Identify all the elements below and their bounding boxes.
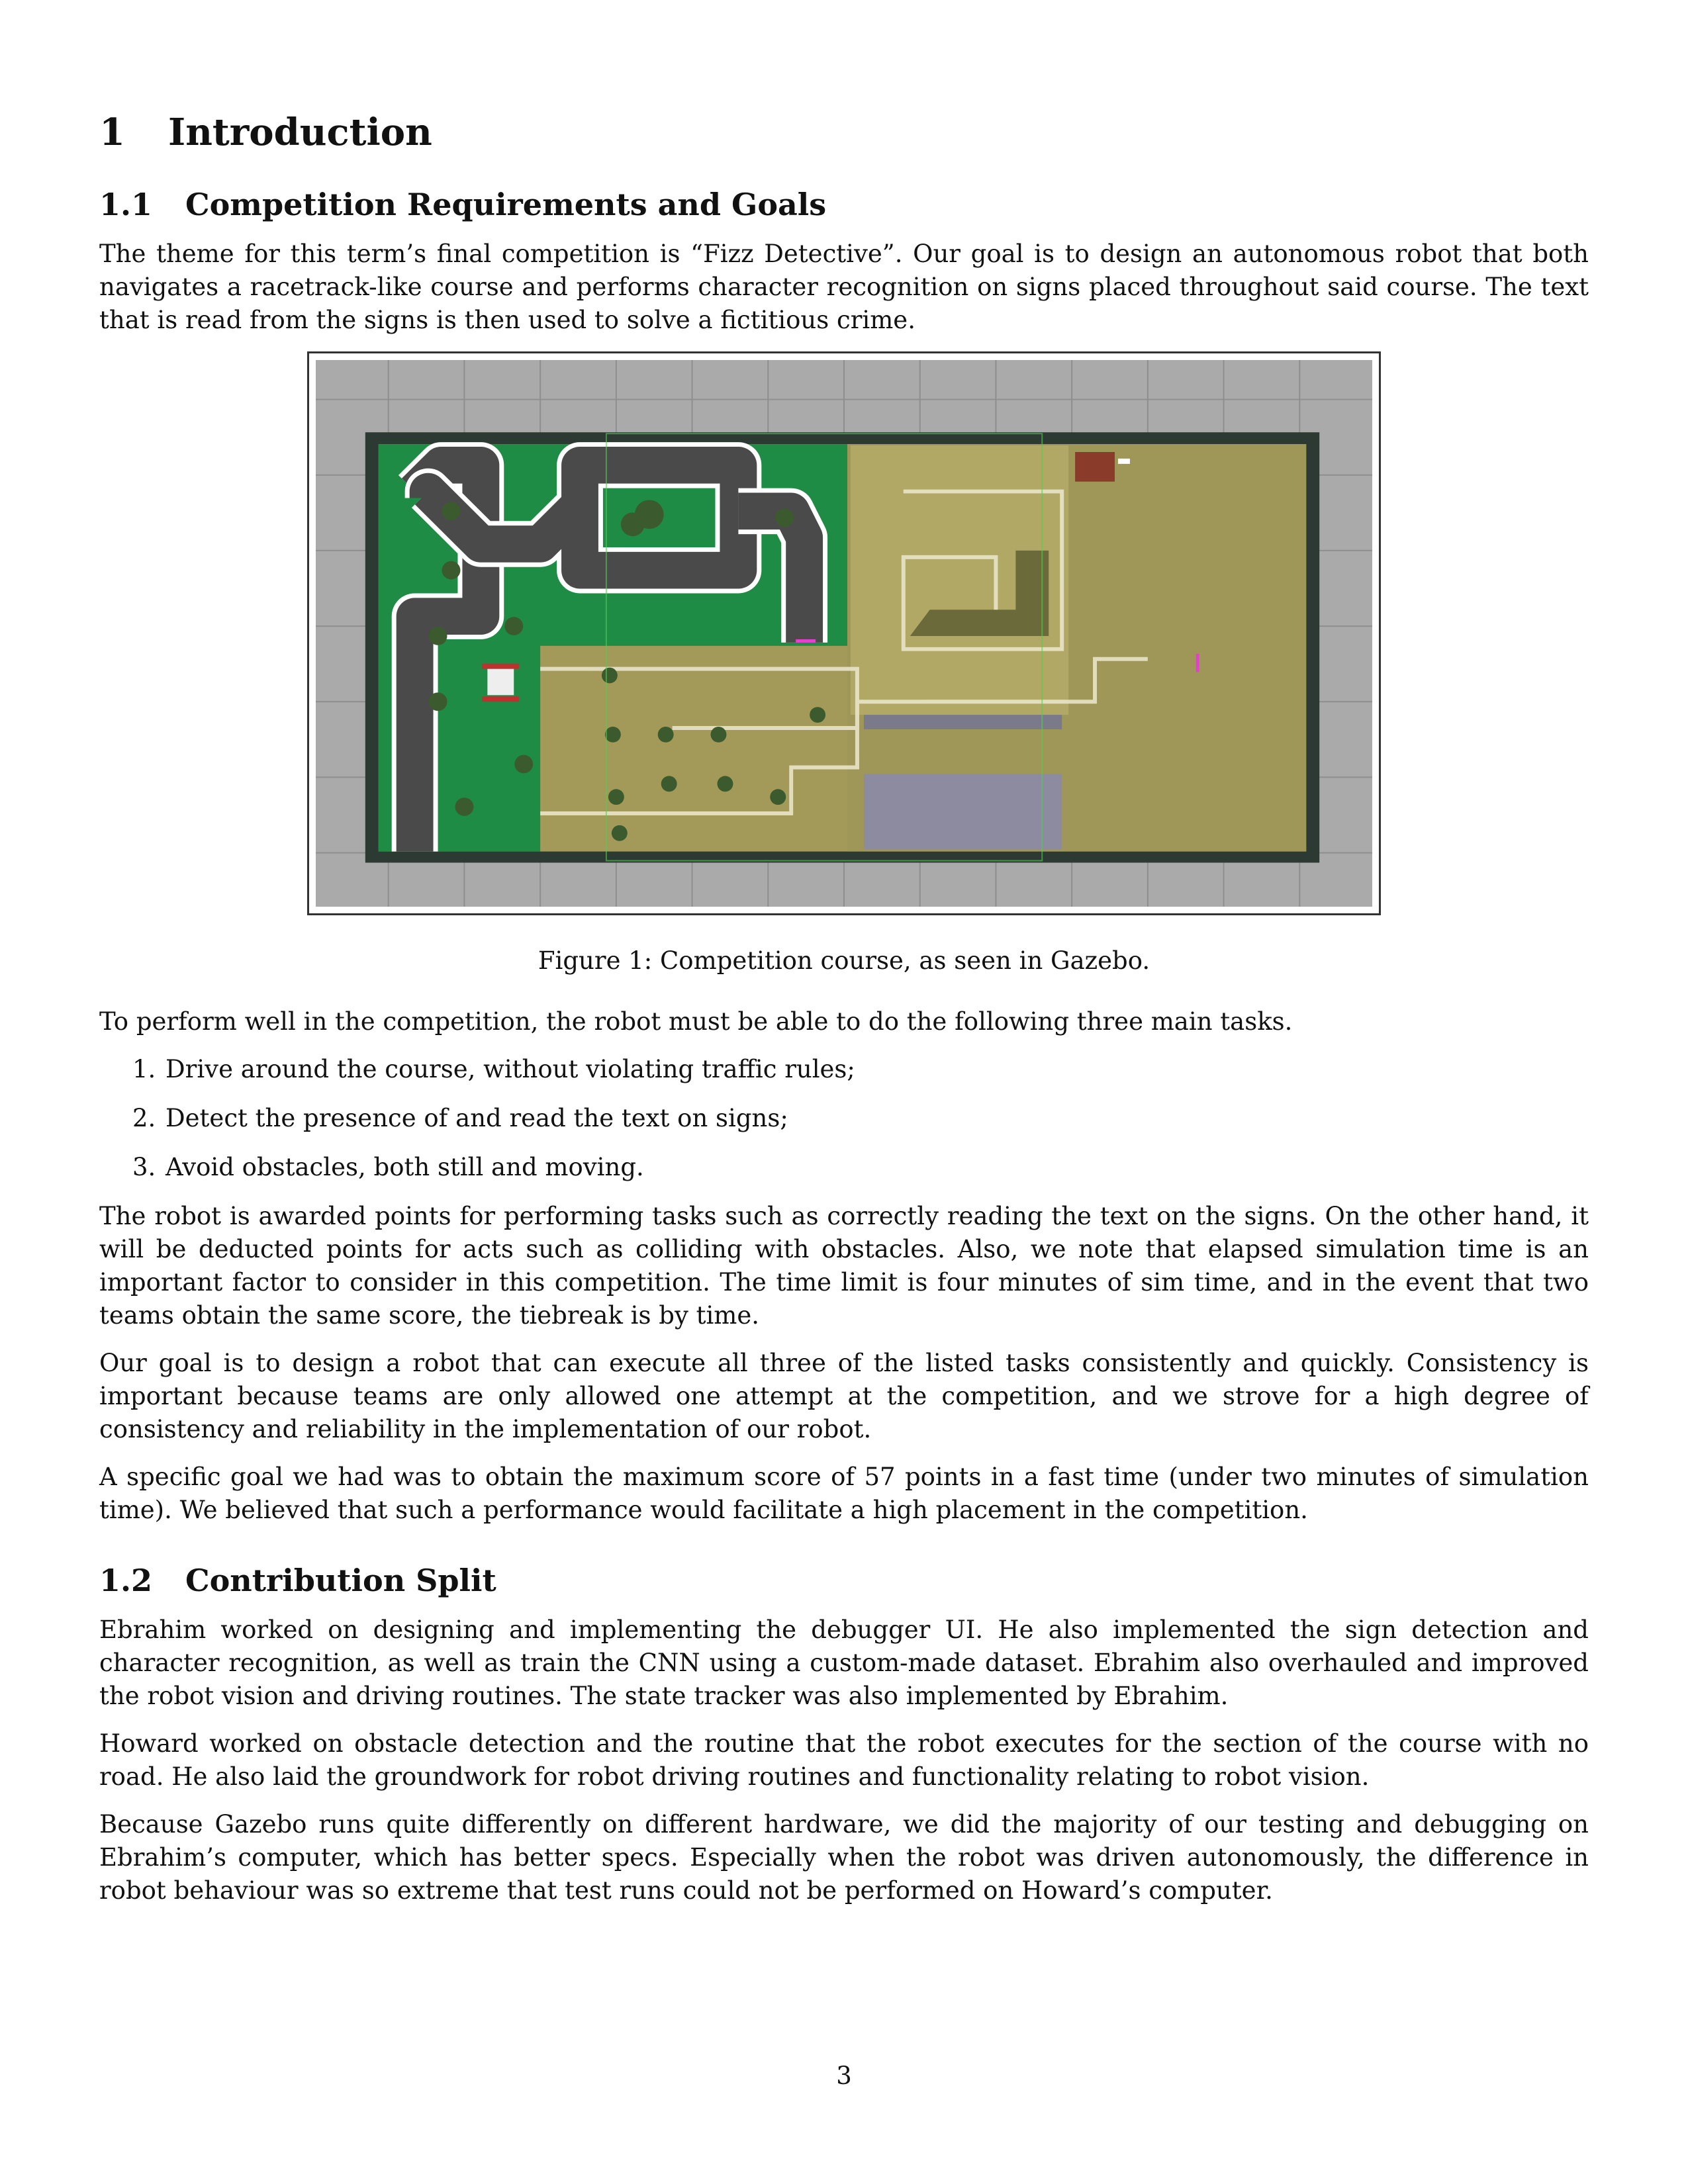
paragraph-ebrahim: Ebrahim worked on designing and implementing the debugger UI. He also implemented the sign detection and character recognition, as well as train the CNN using a custom-made dataset. Ebrahim also overhauled and improved the robot vision and driving routines. The state tracker was also implemented by Ebrahim. (99, 1615, 1589, 1710)
figure-frame (307, 351, 1381, 915)
figure-1 (99, 351, 1589, 918)
subsection-number: 1.2 (99, 1562, 153, 1598)
subsection-heading-contribution (99, 1563, 1589, 1599)
list-item: 1. Drive around the course, without violating traffic rules; (132, 1054, 855, 1083)
paragraph-howard: Howard worked on obstacle detection and the routine that the robot executes for the section of the course with no road. He also laid the groundwork for robot driving routines and functionality relating to robot vision. (99, 1729, 1589, 1791)
gazebo-course-image (316, 360, 1372, 907)
list-item: 2. Detect the presence of and read the text on signs; (132, 1103, 788, 1132)
section-title: Introduction (168, 111, 432, 154)
list-item: 3. Avoid obstacles, both still and moving. (132, 1152, 644, 1181)
subsection-number: 1.1 (99, 186, 153, 222)
paragraph-theme: The theme for this term’s final competition is “Fizz Detective”. Our goal is to design an autonomous robot that both navigates a racetrack-like course and performs character recognition on signs placed throughout said course. The text that is read from the signs is then used to solve a fictitious crime. (99, 239, 1589, 334)
paragraph-goal: Our goal is to design a robot that can execute all three of the listed tasks consistently and quickly. Consistency is important because teams are only allowed one attempt at the competition, and we strove for a high degree of consistency and reliability in the implementation of our robot. (99, 1348, 1589, 1443)
task-list (99, 1053, 1589, 1184)
subsection-title: Contribution Split (185, 1562, 496, 1598)
page-number: 3 (836, 2062, 852, 2090)
contribution-section (99, 1563, 1589, 1907)
subsection-heading-requirements (99, 187, 1589, 223)
paragraph-hardware: Because Gazebo runs quite differently on different hardware, we did the majority of our testing and debugging on Ebrahim’s computer, which has better specs. Especially when the robot was driven autonomously, the difference in robot behaviour was so extreme that test runs could not be performed on Howard’s computer. (99, 1809, 1589, 1905)
section-heading-introduction (99, 113, 1589, 154)
section-number: 1 (99, 111, 125, 154)
figure-caption: Figure 1: Competition course, as seen in Gazebo. (538, 946, 1150, 975)
subsection-title: Competition Requirements and Goals (185, 186, 827, 222)
paragraph-tasks-intro: To perform well in the competition, the robot must be able to do the following three main tasks. (99, 1007, 1293, 1036)
paragraph-specific-goal: A specific goal we had was to obtain the maximum score of 57 points in a fast time (under two minutes of simulation time). We believed that such a performance would facilitate a high placement in the competition. (99, 1462, 1589, 1524)
paragraph-scoring: The robot is awarded points for performing tasks such as correctly reading the text on the signs. On the other hand, it will be deducted points for acts such as colliding with obstacles. Also, we note that elapsed simulation time is an important factor to consider in this competition. The time limit is four minutes of sim time, and in the event that two teams obtain the same score, the tiebreak is by time. (99, 1201, 1589, 1330)
page-content (99, 113, 1589, 1922)
